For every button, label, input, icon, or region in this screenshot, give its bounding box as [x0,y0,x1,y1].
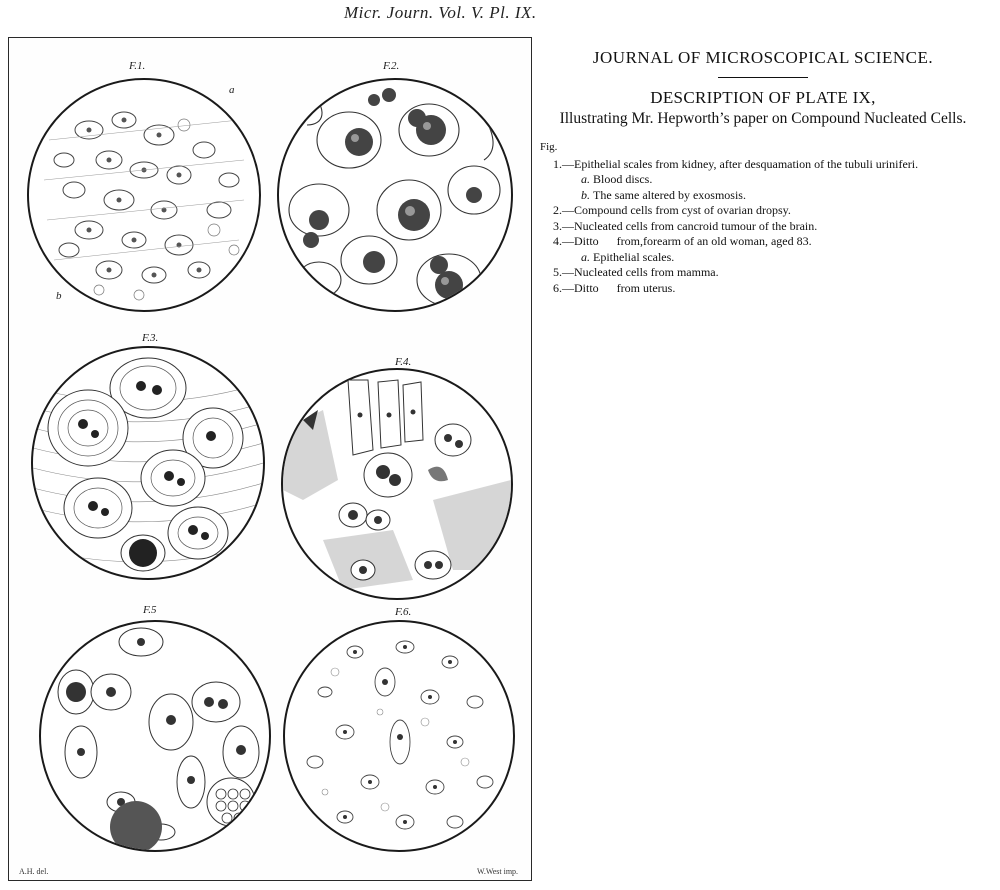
entry-number: a. [581,249,590,264]
specimen-drawing-1 [29,80,259,310]
annotation-a: a [229,84,235,96]
entry-text: Compound cells from cyst of ovarian dropsy. [574,203,791,217]
entry-number: b. [581,187,590,202]
entry-text: Epithelial scales from kidney, after desquamation of the tubuli uriniferi. [574,156,919,171]
specimen-circle-1 [27,78,261,312]
description-header [536,48,990,128]
entry-number: 4.— [553,234,574,248]
specimen-drawing-5 [41,622,269,850]
list-item [540,157,992,173]
entry-text: Ditto from uterus. [574,280,676,295]
entry-text: Ditto from,forearm of an old woman, aged 83. [574,234,812,248]
entry-number: a. [581,172,590,186]
list-item [540,219,992,235]
entry-text: Epithelial scales. [593,249,675,264]
annotation-b: b [56,290,62,302]
list-item [540,234,992,250]
credit-printer: W.West imp. [477,867,519,876]
entry-text: Blood discs. [593,172,653,186]
specimen-drawing-6 [285,622,513,850]
entry-number: 6.— [553,280,574,295]
entry-text: Nucleated cells from mamma. [574,265,719,279]
specimen-drawing-4 [283,370,511,598]
specimen-circle-2 [277,78,513,312]
figure-label-1: F.1. [129,60,146,72]
journal-title: JOURNAL OF MICROSCOPICAL SCIENCE. [592,48,934,67]
figure-label-5: F.5 [143,604,157,616]
figure-label-6: F.6. [395,606,412,618]
specimen-drawing-2 [279,80,511,310]
specimen-circle-6 [283,620,515,852]
entry-number: 2.— [553,203,574,217]
fig-heading: Fig. [540,141,558,153]
figure-label-3: F.3. [142,332,159,344]
figure-label-4: F.4. [395,356,412,368]
list-item [540,172,992,188]
list-item [540,281,992,297]
figure-label-2: F.2. [383,60,400,72]
description-title: DESCRIPTION OF PLATE IX, [650,88,876,107]
entry-number: 1.— [553,156,574,171]
description-subtitle: Illustrating Mr. Hepworth’s paper on Compound Nucleated Cells. [559,110,967,127]
list-item [540,250,992,266]
plate-frame [8,37,532,881]
title-rule [718,77,808,78]
entry-number: 3.— [553,218,574,233]
plate-header: Micr. Journ. Vol. V. Pl. IX. [344,3,537,22]
specimen-circle-3 [31,346,265,580]
specimen-circle-4 [281,368,513,600]
specimen-circle-5 [39,620,271,852]
list-item [540,188,992,204]
list-item [540,265,992,281]
specimen-drawing-3 [33,348,263,578]
credit-artist: A.H. del. [19,867,49,876]
entry-text: The same altered by exosmosis. [593,187,746,202]
entry-number: 5.— [553,265,574,279]
entry-text: Nucleated cells from cancroid tumour of the brain. [574,218,818,233]
list-item [540,203,992,219]
figure-list [540,140,992,296]
